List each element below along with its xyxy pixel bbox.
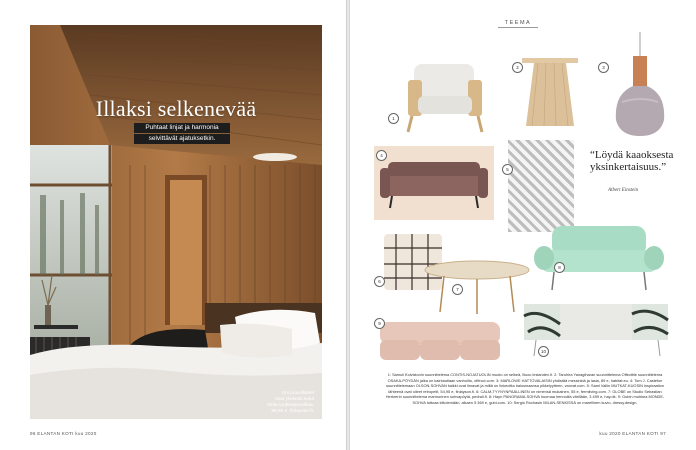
product-number: 9 [374, 318, 385, 329]
photo-caption-line: 99,90 e, finlayson.fi. [271, 409, 314, 414]
pink-modular-sofa-image [378, 318, 502, 370]
product-number: 6 [374, 276, 385, 287]
photo-caption [262, 391, 314, 415]
product-number: 5 [502, 164, 513, 175]
interior-bedroom-photo [30, 25, 322, 419]
round-marble-table-image [422, 258, 532, 316]
product-number: 7 [452, 284, 463, 295]
right-page [350, 0, 696, 450]
brown-sofa-image [374, 146, 494, 220]
photo-caption-line: hinta tuotteepuuvillaa, [267, 403, 314, 408]
left-page [0, 0, 346, 450]
quote-text: “Löydä kaaoksesta yksinkertaisuus.” [590, 149, 674, 173]
subtitle-line-1: Puhtaat linjat ja harmonia [134, 123, 230, 133]
pendant-lamp-image [610, 32, 670, 142]
headline: Illaksi selkenevää [95, 96, 257, 121]
wooden-side-table-image [520, 56, 580, 128]
bedroom-illustration [30, 25, 322, 419]
section-label: TEEMA [498, 20, 538, 28]
brown-sofa-photo [374, 146, 494, 220]
product-number: 4 [376, 150, 387, 161]
patterned-textile-image [508, 140, 574, 232]
product-number: 2 [512, 62, 523, 73]
page-folio-right: kuu 2020 ELANTAN KOTI 97 [599, 431, 666, 436]
product-number: 8 [554, 262, 565, 273]
mint-sofa-image [534, 220, 664, 294]
photo-caption-line: ovat yleisesti sekä [275, 397, 314, 402]
armchair-image [402, 62, 500, 134]
product-credits: 1: Samuli Koivistonin suunnittelema CONTIS-NOJATUOLIN muoto on selkeä, Booo leslandex.fi. 2: Tarohira Yanagiharan suunnittelema Offecttile suunnittelema OSAKA-PÖYDÄN jalka on kaintautlaan vanhoiltu, offecct.com. 3: MARLOWE HATTOVALAISIN yhdistää messinkiä ja lasia, 89 e, habitat.eu. 4: Tom J. Castefon suunnittelemaan OLSON-SOHVAN kaikki ovat ilmavat ja miltä on linkeoitta halusmaansa pikkelyytteen, vanvat.com. 5: Saml Vallin MUTKAT-KUOSIN inspiraation lähteenä ovat olleet retropelit, 54,95 e, finlayson.fi. 6: CALM-TYYNYNPÄÄLLINEN on nimensä mukainen, 55 e, fermliving.com. 7: GLOBE on Studio Sebastian Herkrerin suunnittelema marmorinen sohvapöytä, pedrali.fi. 8: Hayn PANORAMA-SOHVA huomaa hennoilla värillään, 3 499 e, hay.dk. 9: Gubin muhkea MONDE-SOHVA tuttuaa kiltolemään, alkaen 5 369 e, gubi.com. 10: Sergio Rochasin MILAN-SENKISSÄ on marellinen kuvio, dressy.design. [385, 372, 665, 405]
product-number: 3 [598, 62, 609, 73]
quote-author: Albert Einstein [608, 188, 639, 193]
photo-caption-line: Uni puuvillaiset [281, 391, 314, 396]
page-folio-left: 96 ELANTAN KOTI kuu 2020 [30, 431, 97, 436]
subtitle-line-2: selvittävät ajatuksetkin. [134, 134, 230, 144]
product-number: 10 [538, 346, 549, 357]
product-number: 1 [388, 113, 399, 124]
